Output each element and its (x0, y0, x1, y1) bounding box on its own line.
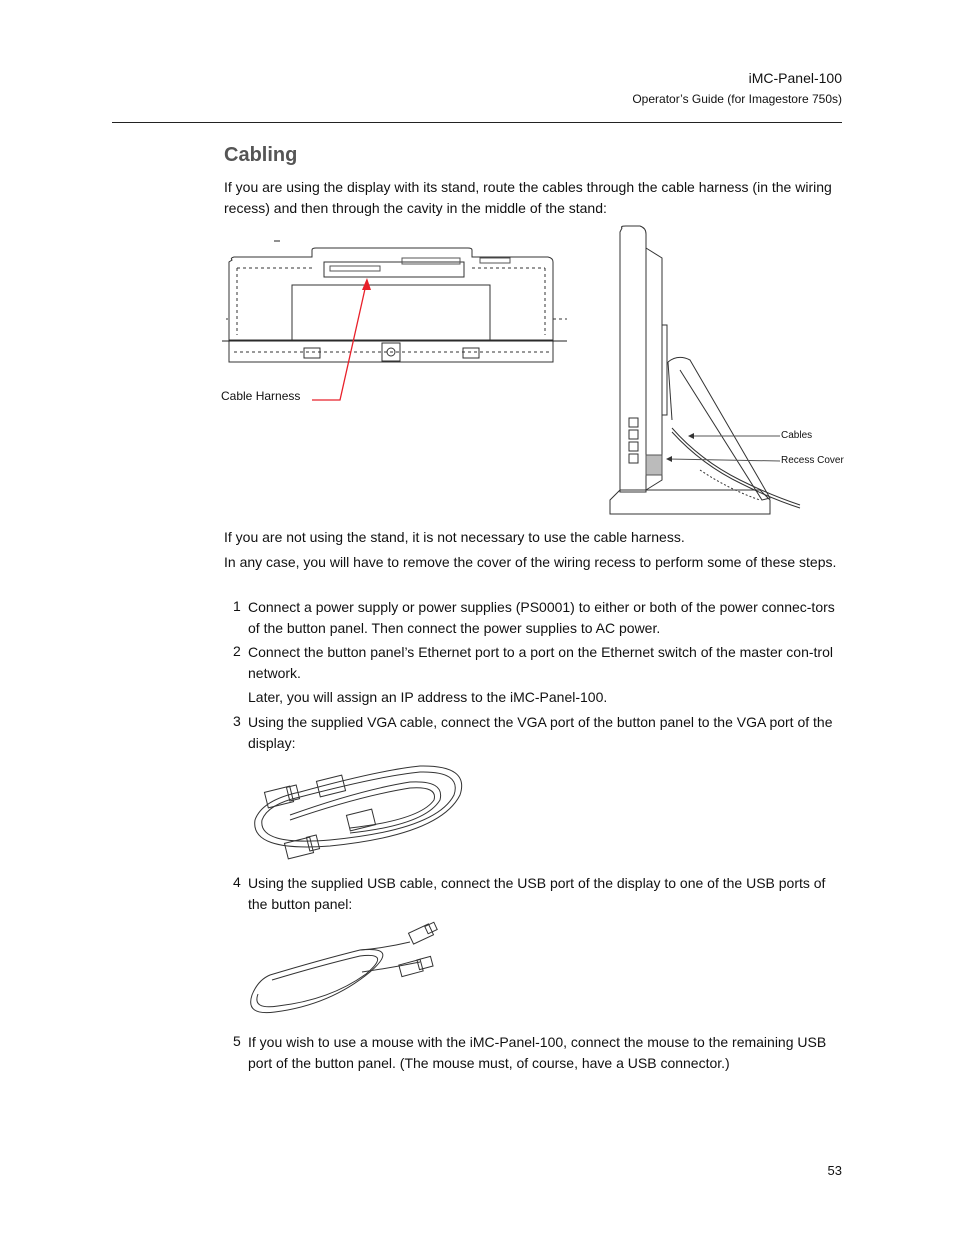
any-case-paragraph: In any case, you will have to remove the cover of the wiring recess to perform some of these steps. (224, 554, 837, 570)
step-number: 4 (233, 874, 241, 890)
step-number: 1 (233, 598, 241, 614)
step-text: Using the supplied USB cable, connect the USB port of the display to one of the USB ports of the button panel: (248, 875, 826, 912)
cables-label: Cables (781, 430, 813, 441)
step-text: Connect the button panel’s Ethernet port to a port on the Ethernet switch of the master con-trol network. (248, 644, 833, 681)
step-number: 2 (233, 643, 241, 659)
recess-cover-label: Recess Cover (781, 455, 844, 466)
cable-harness-label: Cable Harness (221, 389, 301, 403)
step-text: Connect a power supply or power supplies (PS0001) to either or both of the power connec-tors of the button panel. Then connect the power supplies to AC power. (248, 599, 835, 636)
intro-paragraph: If you are using the display with its stand, route the cables through the cable harness (in the wiring recess) and then through the cavity in the middle of the stand: (224, 179, 832, 216)
step-note: Later, you will assign an IP address to the iMC-Panel-100. (248, 689, 608, 705)
step-text: If you wish to use a mouse with the iMC-Panel-100, connect the mouse to the remaining USB port of the button panel. (The mouse must, of course, have a USB connector.) (248, 1034, 827, 1071)
section-title: Cabling (224, 144, 298, 166)
page-number: 53 (827, 1163, 842, 1178)
step-text: Using the supplied VGA cable, connect the VGA port of the button panel to the VGA port of the display: (248, 714, 833, 751)
header-guide-title: Operator’s Guide (for Imagestore 750s) (632, 92, 842, 106)
no-stand-paragraph: If you are not using the stand, it is not necessary to use the cable harness. (224, 529, 685, 545)
step-number: 5 (233, 1033, 241, 1049)
header-product: iMC-Panel-100 (748, 70, 842, 86)
header-rule (112, 122, 842, 123)
step-number: 3 (233, 713, 241, 729)
